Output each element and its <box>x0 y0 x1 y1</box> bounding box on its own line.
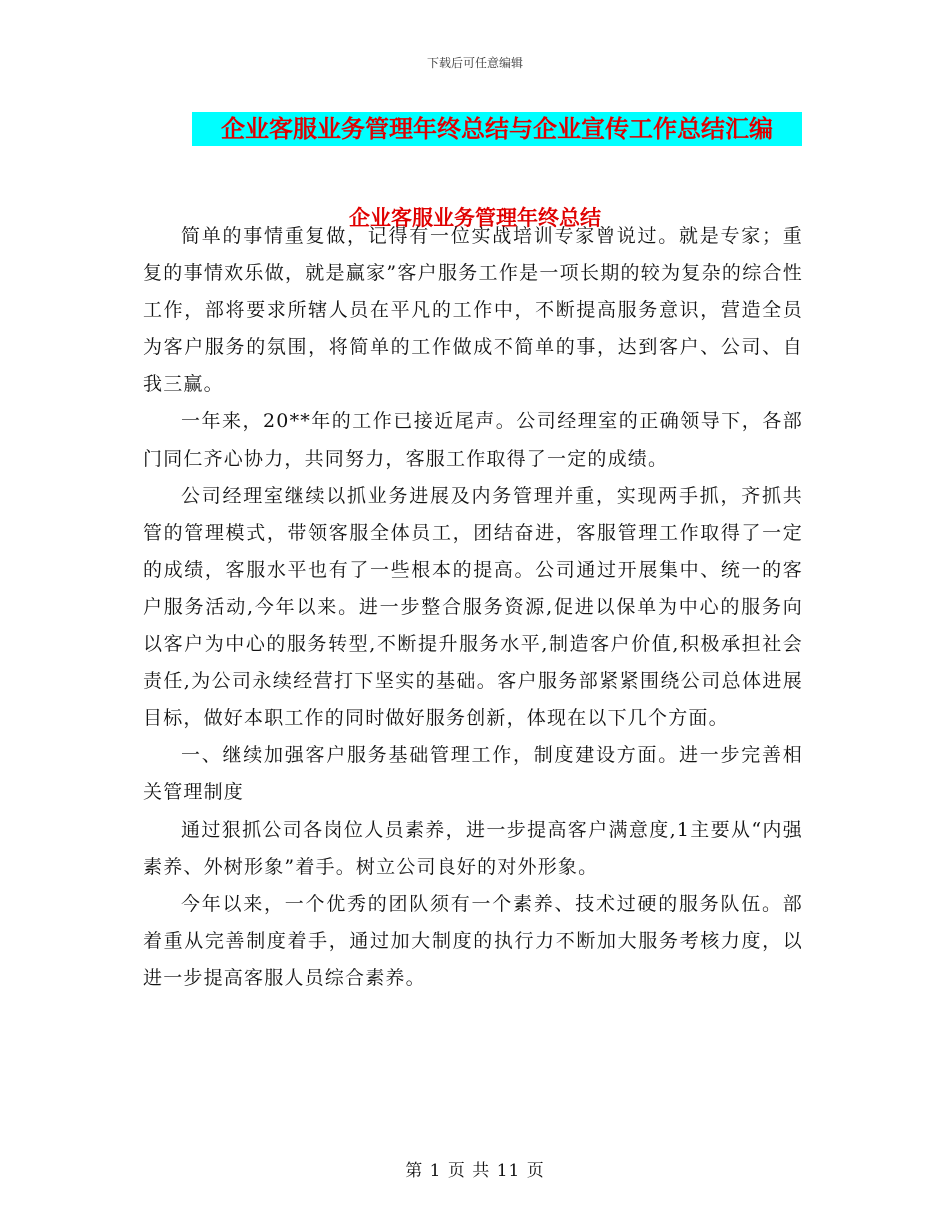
document-title: 企业客服业务管理年终总结与企业宣传工作总结汇编 <box>192 112 802 146</box>
paragraph: 一、继续加强客户服务基础管理工作，制度建设方面。进一步完善相关管理制度 <box>143 744 803 804</box>
paragraph: 简单的事情重复做，记得有一位实战培训专家曾说过。就是专家；重复的事情欢乐做，就是赢家”客户服务工作是一项长期的较为复杂的综合性工作，部将要求所辖人员在平凡的工作中，不断提高服务意识，营造全员为客户服务的氛围，将简单的工作做成不简单的事，达到客户、公司、自我三赢。 <box>143 225 803 396</box>
page-number-footer: 第 1 页 共 11 页 <box>405 1161 545 1181</box>
paragraph: 通过狠抓公司各岗位人员素养，进一步提高客户满意度,1主要从“内强素养、外树形象”着手。树立公司良好的对外形象。 <box>143 818 803 878</box>
paragraph: 一年来，20**年的工作已接近尾声。公司经理室的正确领导下，各部门同仁齐心协力，共同努力，客服工作取得了一定的成绩。 <box>143 410 803 470</box>
page-header-note: 下载后可任意编辑 <box>426 56 523 70</box>
paragraph: 今年以来，一个优秀的团队须有一个素养、技术过硬的服务队伍。部着重从完善制度着手，通过加大制度的执行力不断加大服务考核力度，以进一步提高客服人员综合素养。 <box>143 892 803 989</box>
document-body <box>143 218 803 997</box>
paragraph: 公司经理室继续以抓业务进展及内务管理并重，实现两手抓，齐抓共管的管理模式，带领客服全体员工，团结奋进，客服管理工作取得了一定的成绩，客服水平也有了一些根本的提高。公司通过开展集中、统一的客户服务活动,今年以来。进一步整合服务资源,促进以保单为中心的服务向以客户为中心的服务转型,不断提升服务水平,制造客户价值,积极承担社会责任,为公司永续经营打下坚实的基础。客户服务部紧紧围绕公司总体进展目标，做好本职工作的同时做好服务创新，体现在以下几个方面。 <box>143 484 803 730</box>
section-title: 企业客服业务管理年终总结 <box>349 205 601 230</box>
